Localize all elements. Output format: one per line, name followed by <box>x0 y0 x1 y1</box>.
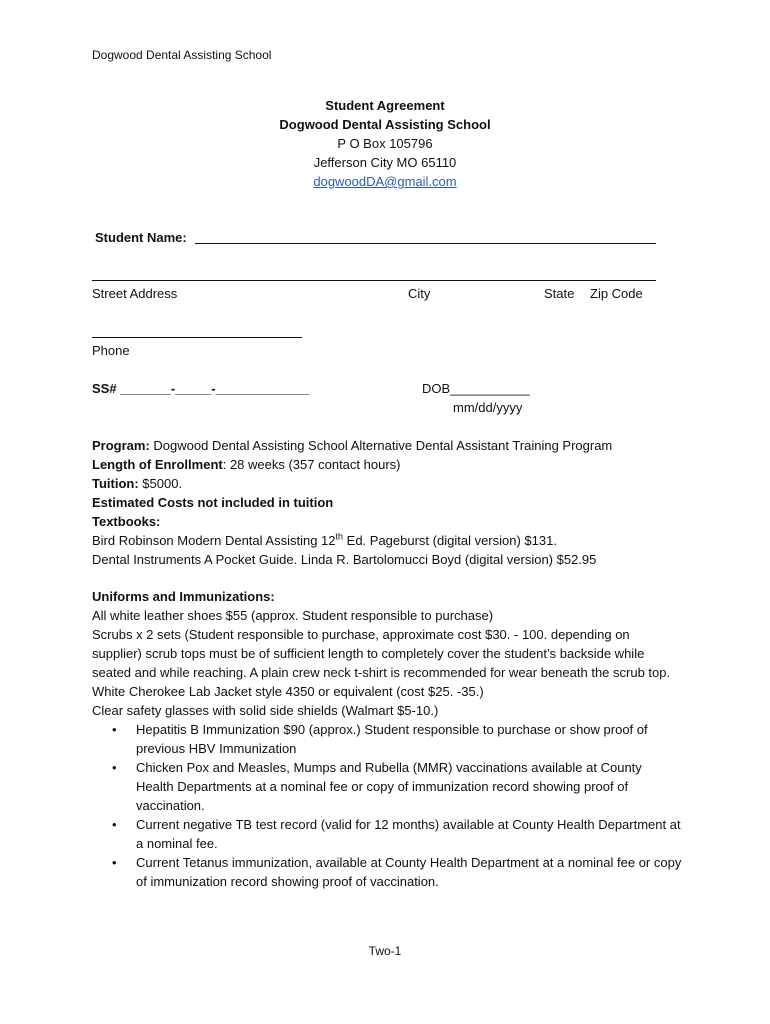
bullet-icon: • <box>112 760 117 775</box>
phone-line[interactable] <box>92 337 302 338</box>
scrubs-paragraph: Scrubs x 2 sets (Student responsible to purchase, approximate cost $30. - 100. depending on supplier) scrub tops must be of sufficient length to completely cover the student’s backside while seated and while reaching. A plain crew neck t-shirt is recommended for wear beneath the scrub top. <box>92 627 671 680</box>
tuition-label: Tuition: <box>92 476 139 491</box>
po-box: P O Box 105796 <box>337 136 433 151</box>
length-line <box>92 455 682 474</box>
list-item-text: Hepatitis B Immunization $90 (approx.) Student responsible to purchase or show proof of previous HBV Immunization <box>136 722 648 756</box>
ss-field[interactable] <box>92 379 310 398</box>
title-block <box>0 96 770 191</box>
zip-code-label: Zip Code <box>590 286 643 301</box>
state-label: State <box>544 286 575 301</box>
textbook-1-title: Bird Robinson Modern Dental Assisting 12 <box>92 533 336 548</box>
student-name-line[interactable] <box>195 243 656 244</box>
dob-field[interactable] <box>422 379 530 398</box>
page-header: Dogwood Dental Assisting School <box>92 48 272 62</box>
list-item-text: Chicken Pox and Measles, Mumps and Rubella (MMR) vaccinations available at County Health Departments at a nominal fee or copy of immunization record showing proof of vaccination. <box>136 760 642 813</box>
uniforms-section <box>92 587 682 891</box>
immunization-list <box>92 720 682 891</box>
program-section <box>92 436 682 569</box>
textbook-2: Dental Instruments A Pocket Guide. Linda R. Bartolomucci Boyd (digital version) $52.95 <box>92 552 597 567</box>
estimated-costs-heading: Estimated Costs not included in tuition <box>92 495 334 510</box>
program-line <box>92 436 682 455</box>
list-item <box>92 720 682 758</box>
student-name-label: Student Name: <box>95 230 187 245</box>
length-value: : 28 weeks (357 contact hours) <box>222 457 401 472</box>
program-label: Program: <box>92 438 150 453</box>
textbook-1-superscript: th <box>335 531 344 542</box>
list-item-text: Current negative TB test record (valid for 12 months) available at County Health Department at a nominal fee. <box>136 817 681 851</box>
street-address-label: Street Address <box>92 286 178 301</box>
list-item <box>92 815 682 853</box>
uniforms-heading: Uniforms and Immunizations: <box>92 589 275 604</box>
dob-format-hint: mm/dd/yyyy <box>453 400 523 415</box>
length-label: Length of Enrollment <box>92 457 223 472</box>
jacket-line: White Cherokee Lab Jacket style 4350 or equivalent (cost $25. -35.) <box>92 684 484 699</box>
textbooks-heading: Textbooks: <box>92 514 161 529</box>
bullet-icon: • <box>112 855 117 870</box>
email-link[interactable]: dogwoodDA@gmail.com <box>313 174 457 189</box>
bullet-icon: • <box>112 817 117 832</box>
list-item <box>92 758 682 815</box>
school-name: Dogwood Dental Assisting School <box>279 117 491 132</box>
city-label: City <box>408 286 431 301</box>
list-item-text: Current Tetanus immunization, available at County Health Department at a nominal fee or copy of immunization record showing proof of vaccination. <box>136 855 682 889</box>
textbook-1-details: Ed. Pageburst (digital version) $131. <box>343 533 557 548</box>
textbook-1 <box>92 531 682 550</box>
program-value: Dogwood Dental Assisting School Alternative Dental Assistant Training Program <box>149 438 613 453</box>
tuition-value: $5000. <box>138 476 183 491</box>
bullet-icon: • <box>112 722 117 737</box>
dob-label: DOB <box>422 381 451 396</box>
shoes-line: All white leather shoes $55 (approx. Student responsible to purchase) <box>92 608 494 623</box>
tuition-line <box>92 474 682 493</box>
city-state-zip: Jefferson City MO 65110 <box>313 155 457 170</box>
address-line[interactable] <box>92 280 656 281</box>
page-number: Two-1 <box>368 944 402 958</box>
document-title: Student Agreement <box>325 98 445 113</box>
glasses-line: Clear safety glasses with solid side shields (Walmart $5-10.) <box>92 703 439 718</box>
list-item <box>92 853 682 891</box>
ss-label: SS# <box>92 381 117 396</box>
ss-blanks: _______-_____-_____________ <box>120 381 310 396</box>
dob-blank: ___________ <box>450 381 530 396</box>
phone-label: Phone <box>92 343 130 358</box>
